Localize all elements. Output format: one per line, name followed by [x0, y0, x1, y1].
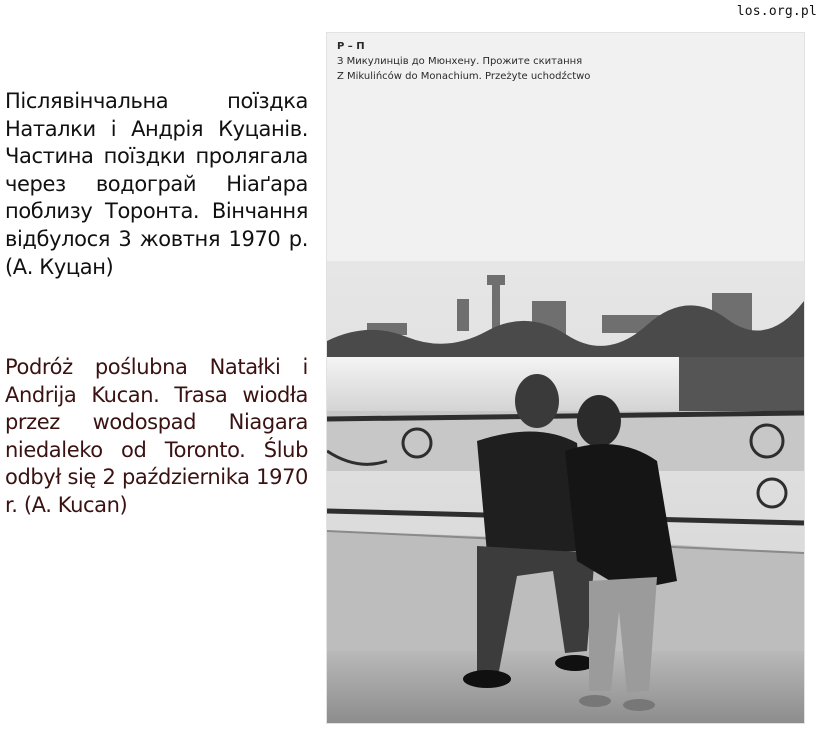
couple-photo — [327, 261, 804, 723]
card-title-ukrainian: З Микулинців до Мюнхену. Прожите скитання — [337, 56, 583, 67]
caption-polish: Podróż poślubna Natałki i Andrija Kucan. Trasa wiodła przez wodospad Niagara niedaleko od Toronto. Ślub odbył się 2 października 1970 r. (A. Kucan) — [5, 355, 308, 517]
waterfall — [327, 357, 679, 419]
card-title-polish: Z Mikulińców do Monachium. Przeżyte uchodźctwo — [337, 71, 591, 82]
caption-ukrainian: Післявінчальна поїздка Наталки і Андрія Куцанів. Частина поїздки пролягала через водограй Ніаґара поблизу Торонта. Вінчання відбулося 3 жовтня 1970 р. (А. Куцан) — [5, 89, 308, 279]
photo-card — [326, 32, 805, 724]
card-tag: Р – П — [337, 41, 365, 52]
photo-image — [327, 261, 804, 723]
card-header — [337, 39, 797, 84]
watermark: los.org.pl — [736, 4, 817, 19]
